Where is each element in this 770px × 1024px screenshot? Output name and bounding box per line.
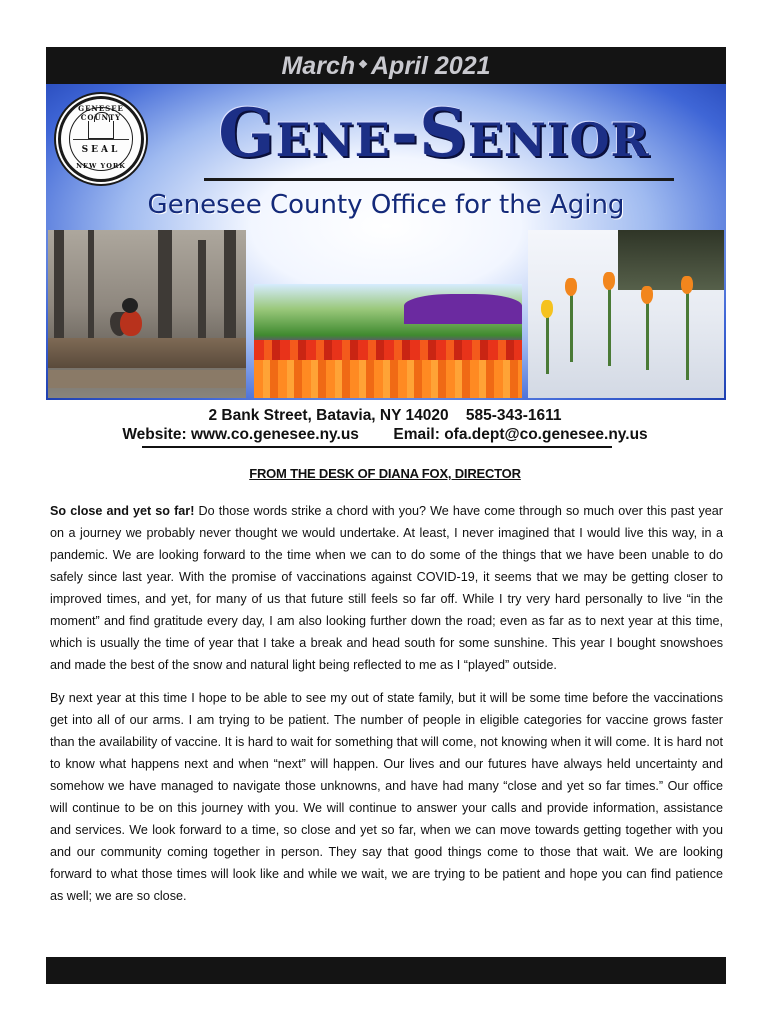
phone-number: 585-343-1611 bbox=[465, 407, 562, 424]
paragraph-1-text: Do those words strike a chord with you? We have come through so much over this past year on a journey we probably never thought we would undertake. At least, I never imagined that I would live this way, in a pandemic. We are looking forward to the time when we can to do some of the things that we have been unable to do safely since last year. With the promise of vaccinations against COVID-19, it seems that we may be getting closer to improved times, and yet, for many of us that future still feels so far off. While I try very hard personally to live “in the moment” and find gratitude every day, I am also looking further down the road; even as far as to next year at this time, which is usually the time of year that I take a break and head south for some sunshine. This year I bought snowshoes and made the best of the snow and natural light being reflected to me as I “played” outside. bbox=[50, 504, 723, 672]
newsletter-title: Gene-Senior bbox=[218, 94, 650, 172]
article-paragraph-2: By next year at this time I hope to be able to see my out of state family, but it will be some time before the vaccinations get into all of our arms. I am trying to be patient. The number of people in eligible categories for vaccine grows faster than the availability of vaccine. It is hard to wait for something that will come, not knowing when it will come. It is hard not to know what happens next and when “next” will happen. Our lives and our futures have always held uncertainty and somehow we have managed to navigate those unknowns, and have had many “close and yet so far times.” Our office will continue to be on this journey with you. We will continue to answer your calls and provide information, assistance and services. We look forward to a time, so close and yet so far, when we can move towards getting together with you and our community coming together in person. They say that good things come to those that wait. We are looking forward to what those times will look like and while we wait, we are trying to be patient and hope you can find patience as well; we are so close. bbox=[50, 691, 723, 903]
seal-center-text: SEAL bbox=[81, 145, 121, 155]
newsletter-subtitle: Genesee County Office for the Aging bbox=[147, 190, 625, 220]
seal-bottom-text: NEW YORK bbox=[76, 162, 126, 170]
email-label: Email: bbox=[393, 426, 440, 443]
contact-block bbox=[0, 406, 770, 444]
contact-divider bbox=[142, 446, 612, 448]
month-right: April 2021 bbox=[371, 52, 491, 80]
snow-tulips-photo bbox=[528, 230, 724, 398]
seal-top-text: GENESEE COUNTY bbox=[78, 104, 124, 122]
tulip-field-photo bbox=[254, 284, 522, 398]
website-link[interactable]: www.co.genesee.ny.us bbox=[190, 426, 359, 443]
article-heading: FROM THE DESK OF DIANA FOX, DIRECTOR bbox=[249, 466, 521, 481]
diamond-bullet-icon: ❖ bbox=[358, 59, 368, 71]
street-address: 2 Bank Street, Batavia, NY 14020 bbox=[208, 407, 449, 424]
email-link[interactable]: ofa.dept@co.genesee.ny.us bbox=[444, 426, 648, 443]
website-label: Website: bbox=[122, 426, 187, 443]
article-lead: So close and yet so far! bbox=[50, 504, 195, 518]
date-header-bar bbox=[46, 47, 726, 84]
footer-bar bbox=[46, 957, 726, 984]
masthead-banner bbox=[46, 84, 726, 400]
article-paragraph-1 bbox=[50, 500, 723, 676]
county-seal-logo bbox=[58, 96, 144, 182]
article-body bbox=[50, 500, 723, 918]
robin-photo bbox=[48, 230, 246, 398]
title-divider bbox=[204, 178, 674, 181]
month-left: March bbox=[281, 52, 356, 80]
